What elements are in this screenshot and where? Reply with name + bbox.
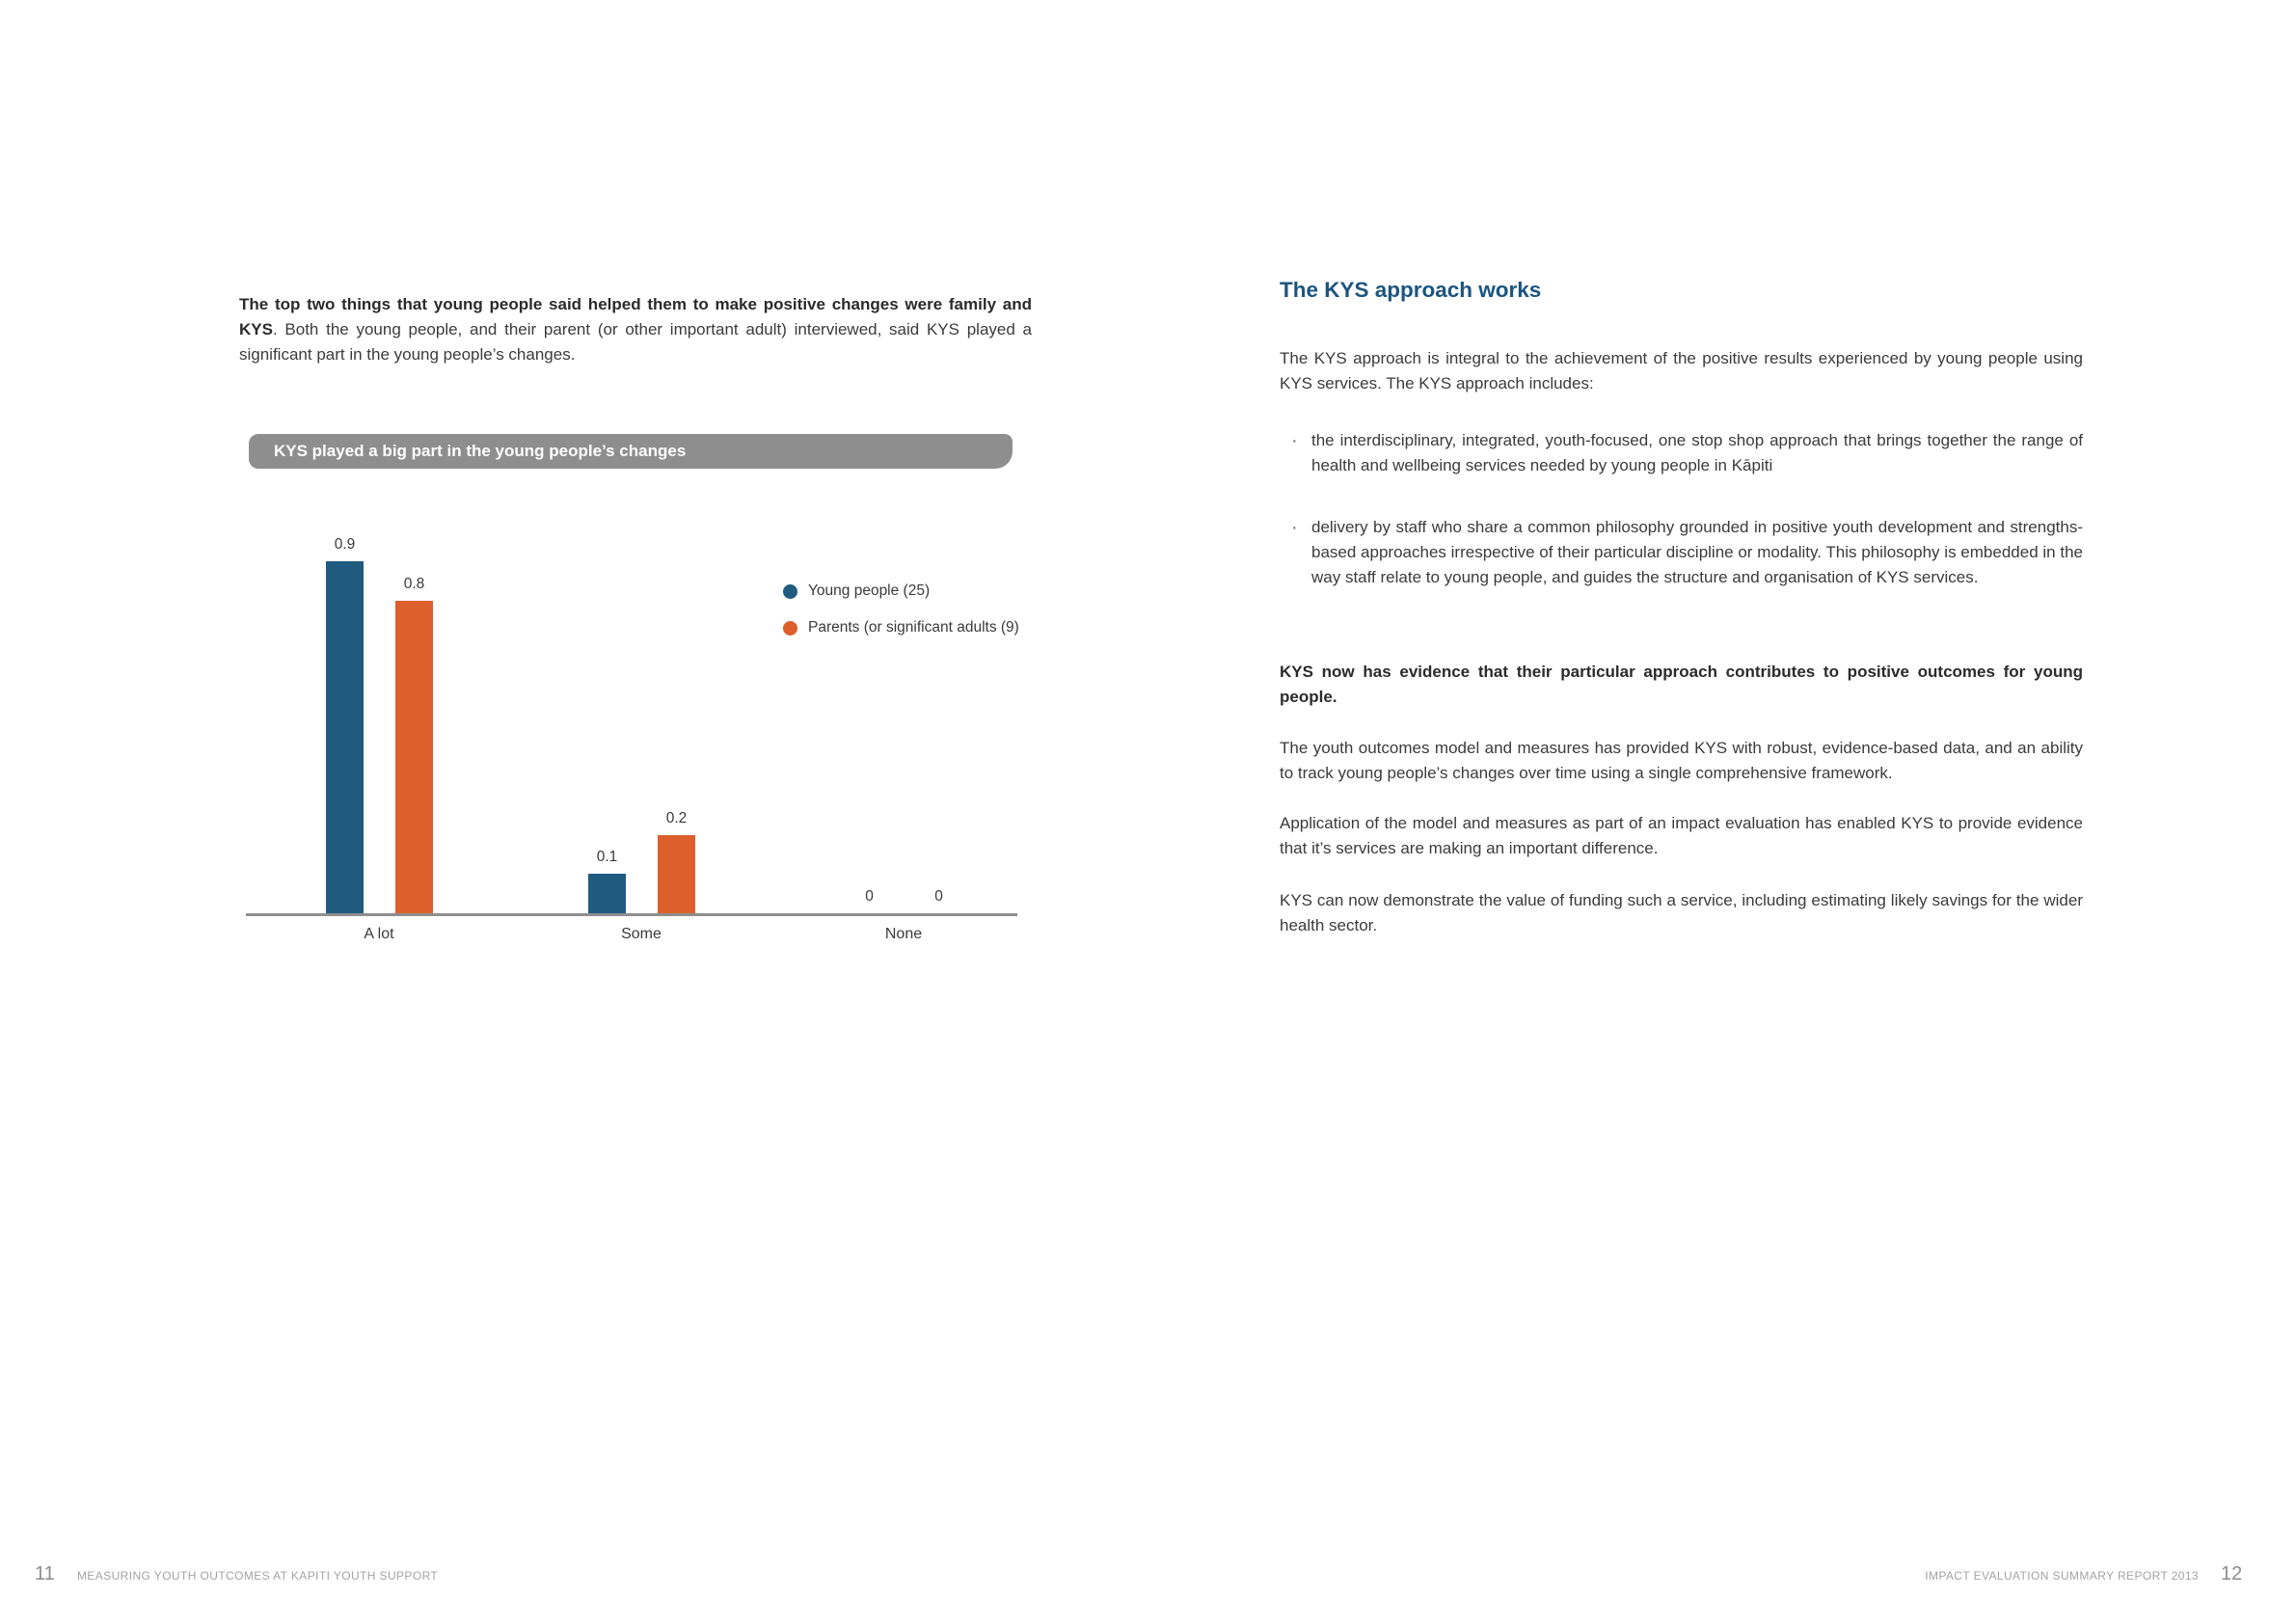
category-label: A lot	[364, 926, 394, 942]
chart-title: KYS played a big part in the young people’s changes	[274, 442, 687, 460]
bullet-text: the interdisciplinary, integrated, youth-focused, one stop shop approach that brings together the range of health and wellbeing services needed by young people in Kāpiti	[1311, 431, 2083, 474]
bar	[395, 601, 433, 913]
section-heading: The KYS approach works	[1280, 278, 1542, 302]
bullet-marker-icon: ·	[1291, 430, 1298, 451]
legend-item	[783, 620, 1019, 636]
value-label: 0	[934, 888, 943, 905]
body-paragraph: Application of the model and measures as part of an impact evaluation has enabled KYS to provide evidence that it’s services are making an important difference.	[1280, 814, 2083, 857]
bar	[588, 874, 626, 913]
page-number-left: 11	[35, 1563, 55, 1584]
intro-paragraph	[239, 292, 1032, 367]
value-label: 0.1	[596, 849, 618, 865]
body-paragraph: KYS can now demonstrate the value of funding such a service, including estimating likely savings for the wider health sector.	[1280, 891, 2083, 934]
footer-left-label: MEASURING YOUTH OUTCOMES AT KAPITI YOUTH SUPPORT	[77, 1569, 439, 1583]
value-label: 0.9	[334, 536, 356, 553]
footer-right-label: IMPACT EVALUATION SUMMARY REPORT 2013	[1925, 1569, 2199, 1583]
legend-swatch-icon	[783, 584, 797, 599]
bullet-item	[1280, 428, 2083, 478]
bullet-text: delivery by staff who share a common philosophy grounded in positive youth development and strengths-based approaches irrespective of their particular discipline or modality. This philosophy is embedded in the way staff relate to young people, and guides the structure and organisation of KYS services.	[1311, 518, 2083, 586]
bullet-marker-icon: ·	[1291, 517, 1298, 538]
body-paragraph: The youth outcomes model and measures has provided KYS with robust, evidence-based data, and an ability to track young people’s changes over time using a single comprehensive framework.	[1280, 739, 2083, 782]
category-label: None	[884, 926, 923, 942]
bar	[326, 561, 364, 913]
value-label: 0.2	[665, 810, 688, 826]
approach-intro-paragraph: The KYS approach is integral to the achievement of the positive results experienced by young people using KYS services. The KYS approach includes:	[1280, 349, 2083, 392]
bar-chart	[246, 522, 1017, 956]
value-label: 0	[865, 888, 874, 905]
legend-label: Parents (or significant adults (9)	[808, 619, 1019, 636]
category-label: Some	[621, 926, 662, 942]
value-label: 0.8	[403, 576, 425, 592]
bar	[658, 835, 695, 913]
legend-item	[783, 583, 930, 599]
bullet-item	[1280, 515, 2083, 590]
emphasis-paragraph: KYS now has evidence that their particular approach contributes to positive outcomes for young people.	[1280, 663, 2083, 706]
legend-label: Young people (25)	[808, 582, 931, 599]
legend-swatch-icon	[783, 621, 797, 636]
page-number-right: 12	[2221, 1563, 2243, 1584]
intro-regular-text: . Both the young people, and their parent (or other important adult) interviewed, said KYS played a significant part in the young people’s changes.	[239, 320, 1032, 364]
intro-bold-text: The top two things that young people said helped them to make positive changes were family and KYS	[239, 295, 1032, 338]
chart-title-banner	[249, 434, 1013, 469]
x-axis-line	[246, 913, 1017, 916]
